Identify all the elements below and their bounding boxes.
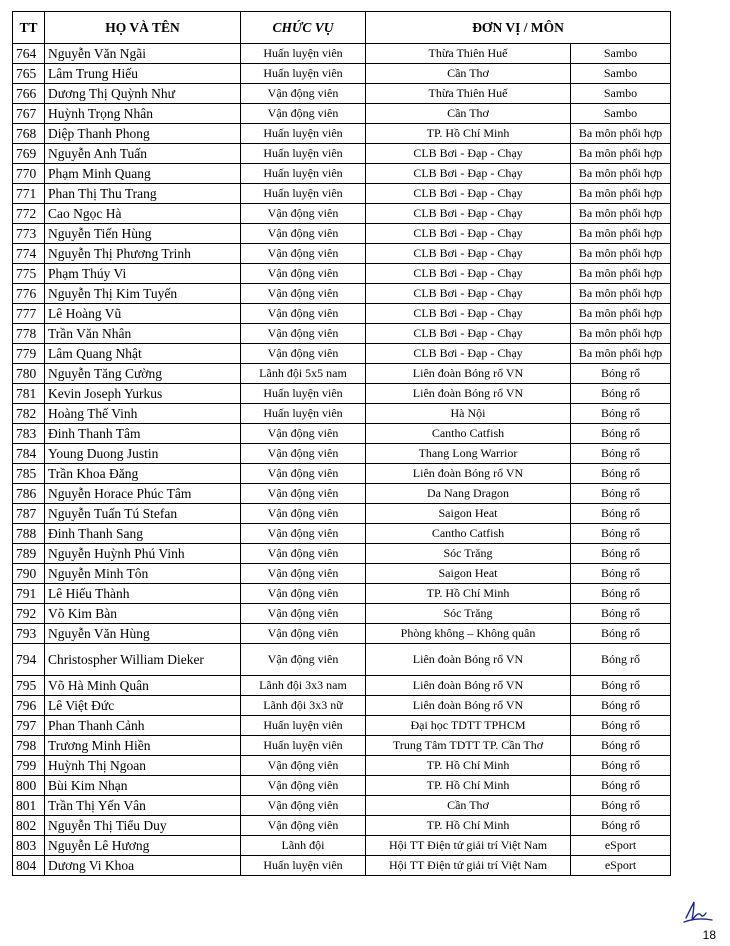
cell-name: Nguyễn Lê Hương [45, 836, 241, 856]
cell-name: Young Duong Justin [45, 444, 241, 464]
cell-role: Vận động viên [241, 444, 366, 464]
cell-unit: CLB Bơi - Đạp - Chạy [366, 164, 571, 184]
cell-unit: CLB Bơi - Đạp - Chạy [366, 204, 571, 224]
cell-sport: Bóng rổ [571, 776, 671, 796]
cell-name: Huỳnh Trọng Nhân [45, 104, 241, 124]
table-row [13, 144, 671, 164]
cell-sport: Ba môn phối hợp [571, 164, 671, 184]
cell-unit: Liên đoàn Bóng rổ VN [366, 696, 571, 716]
cell-unit: CLB Bơi - Đạp - Chạy [366, 324, 571, 344]
cell-tt: 790 [13, 564, 45, 584]
cell-unit: Cần Thơ [366, 64, 571, 84]
cell-role: Vận động viên [241, 624, 366, 644]
cell-sport: Bóng rổ [571, 544, 671, 564]
table-row [13, 264, 671, 284]
cell-sport: Ba môn phối hợp [571, 344, 671, 364]
cell-tt: 782 [13, 404, 45, 424]
cell-role: Vận động viên [241, 204, 366, 224]
cell-role: Vận động viên [241, 604, 366, 624]
cell-sport: Ba môn phối hợp [571, 304, 671, 324]
cell-name: Phạm Minh Quang [45, 164, 241, 184]
cell-role: Lãnh đội 3x3 nam [241, 676, 366, 696]
table-row [13, 224, 671, 244]
table-row [13, 404, 671, 424]
cell-tt: 796 [13, 696, 45, 716]
cell-name: Nguyễn Văn Ngãi [45, 44, 241, 64]
cell-tt: 770 [13, 164, 45, 184]
cell-name: Lâm Trung Hiếu [45, 64, 241, 84]
table-row [13, 736, 671, 756]
cell-name: Phan Thanh Cảnh [45, 716, 241, 736]
cell-sport: Bóng rổ [571, 644, 671, 676]
cell-sport: Ba môn phối hợp [571, 204, 671, 224]
table-row [13, 644, 671, 676]
cell-unit: CLB Bơi - Đạp - Chạy [366, 304, 571, 324]
cell-role: Huấn luyện viên [241, 144, 366, 164]
table-row [13, 504, 671, 524]
cell-name: Trần Thị Yến Vân [45, 796, 241, 816]
cell-unit: CLB Bơi - Đạp - Chạy [366, 284, 571, 304]
cell-tt: 779 [13, 344, 45, 364]
cell-name: Nguyễn Huỳnh Phú Vinh [45, 544, 241, 564]
cell-unit: CLB Bơi - Đạp - Chạy [366, 184, 571, 204]
table-row [13, 124, 671, 144]
cell-role: Huấn luyện viên [241, 124, 366, 144]
cell-unit: Phòng không – Không quân [366, 624, 571, 644]
cell-unit: Liên đoàn Bóng rổ VN [366, 364, 571, 384]
cell-name: Phạm Thúy Vi [45, 264, 241, 284]
cell-sport: Bóng rổ [571, 364, 671, 384]
cell-sport: Bóng rổ [571, 584, 671, 604]
cell-name: Lê Hiếu Thành [45, 584, 241, 604]
cell-name: Nguyễn Tiến Hùng [45, 224, 241, 244]
cell-unit: TP. Hồ Chí Minh [366, 816, 571, 836]
cell-tt: 772 [13, 204, 45, 224]
cell-tt: 778 [13, 324, 45, 344]
table-row [13, 836, 671, 856]
table-row [13, 544, 671, 564]
cell-name: Cao Ngọc Hà [45, 204, 241, 224]
cell-tt: 799 [13, 756, 45, 776]
table-row [13, 484, 671, 504]
cell-sport: Bóng rổ [571, 444, 671, 464]
cell-sport: Ba môn phối hợp [571, 244, 671, 264]
cell-name: Trần Khoa Đăng [45, 464, 241, 484]
cell-role: Huấn luyện viên [241, 164, 366, 184]
cell-name: Kevin Joseph Yurkus [45, 384, 241, 404]
cell-role: Vận động viên [241, 104, 366, 124]
cell-name: Trần Văn Nhân [45, 324, 241, 344]
cell-name: Diệp Thanh Phong [45, 124, 241, 144]
cell-tt: 803 [13, 836, 45, 856]
cell-unit: Thừa Thiên Huế [366, 84, 571, 104]
table-row [13, 816, 671, 836]
cell-name: Nguyễn Minh Tôn [45, 564, 241, 584]
cell-role: Vận động viên [241, 756, 366, 776]
cell-unit: CLB Bơi - Đạp - Chạy [366, 344, 571, 364]
cell-sport: Bóng rổ [571, 816, 671, 836]
roster-body [13, 44, 671, 876]
cell-tt: 787 [13, 504, 45, 524]
cell-tt: 788 [13, 524, 45, 544]
page-number: 18 [702, 928, 716, 942]
cell-tt: 767 [13, 104, 45, 124]
cell-tt: 804 [13, 856, 45, 876]
cell-sport: Bóng rổ [571, 796, 671, 816]
table-row [13, 164, 671, 184]
cell-tt: 765 [13, 64, 45, 84]
cell-tt: 780 [13, 364, 45, 384]
cell-sport: Sambo [571, 44, 671, 64]
cell-unit: CLB Bơi - Đạp - Chạy [366, 244, 571, 264]
table-row [13, 716, 671, 736]
table-row [13, 564, 671, 584]
cell-name: Nguyễn Thị Kim Tuyến [45, 284, 241, 304]
cell-unit: Hội TT Điện tử giải trí Việt Nam [366, 856, 571, 876]
cell-name: Bùi Kim Nhạn [45, 776, 241, 796]
cell-tt: 795 [13, 676, 45, 696]
table-row [13, 324, 671, 344]
table-row [13, 604, 671, 624]
header-unit: ĐƠN VỊ / MÔN [366, 12, 671, 44]
cell-unit: Thang Long Warrior [366, 444, 571, 464]
cell-sport: Bóng rổ [571, 564, 671, 584]
table-row [13, 524, 671, 544]
cell-name: Hoàng Thế Vinh [45, 404, 241, 424]
cell-unit: CLB Bơi - Đạp - Chạy [366, 224, 571, 244]
cell-tt: 769 [13, 144, 45, 164]
cell-role: Vận động viên [241, 224, 366, 244]
table-row [13, 584, 671, 604]
cell-name: Nguyễn Tăng Cường [45, 364, 241, 384]
table-row [13, 696, 671, 716]
cell-unit: Liên đoàn Bóng rổ VN [366, 384, 571, 404]
cell-name: Nguyễn Horace Phúc Tâm [45, 484, 241, 504]
cell-name: Võ Kim Bàn [45, 604, 241, 624]
table-row [13, 676, 671, 696]
cell-tt: 784 [13, 444, 45, 464]
cell-tt: 764 [13, 44, 45, 64]
cell-unit: Hội TT Điện tử giải trí Việt Nam [366, 836, 571, 856]
cell-name: Nguyễn Thị Phương Trinh [45, 244, 241, 264]
cell-name: Đinh Thanh Sang [45, 524, 241, 544]
table-row [13, 856, 671, 876]
cell-tt: 774 [13, 244, 45, 264]
cell-name: Lâm Quang Nhật [45, 344, 241, 364]
cell-role: Huấn luyện viên [241, 184, 366, 204]
cell-tt: 777 [13, 304, 45, 324]
cell-name: Phan Thị Thu Trang [45, 184, 241, 204]
cell-role: Vận động viên [241, 484, 366, 504]
cell-role: Vận động viên [241, 464, 366, 484]
table-row [13, 64, 671, 84]
cell-unit: Liên đoàn Bóng rổ VN [366, 644, 571, 676]
cell-name: Dương Vi Khoa [45, 856, 241, 876]
cell-tt: 766 [13, 84, 45, 104]
cell-tt: 792 [13, 604, 45, 624]
cell-role: Lãnh đội 5x5 nam [241, 364, 366, 384]
table-row [13, 284, 671, 304]
cell-role: Vận động viên [241, 816, 366, 836]
cell-tt: 791 [13, 584, 45, 604]
table-row [13, 384, 671, 404]
cell-sport: Sambo [571, 64, 671, 84]
cell-tt: 801 [13, 796, 45, 816]
table-row [13, 244, 671, 264]
table-row [13, 424, 671, 444]
cell-unit: Saigon Heat [366, 504, 571, 524]
table-row [13, 464, 671, 484]
cell-unit: Cantho Catfish [366, 424, 571, 444]
table-row [13, 304, 671, 324]
cell-unit: Cantho Catfish [366, 524, 571, 544]
signature-icon [682, 898, 714, 924]
cell-sport: Ba môn phối hợp [571, 324, 671, 344]
table-row [13, 44, 671, 64]
cell-role: Vận động viên [241, 796, 366, 816]
cell-sport: Bóng rổ [571, 676, 671, 696]
cell-unit: Da Nang Dragon [366, 484, 571, 504]
cell-sport: Ba môn phối hợp [571, 184, 671, 204]
cell-tt: 771 [13, 184, 45, 204]
cell-name: Lê Việt Đức [45, 696, 241, 716]
cell-sport: Bóng rổ [571, 604, 671, 624]
cell-sport: Bóng rổ [571, 716, 671, 736]
cell-role: Huấn luyện viên [241, 736, 366, 756]
cell-unit: Thừa Thiên Huế [366, 44, 571, 64]
cell-role: Lãnh đội 3x3 nữ [241, 696, 366, 716]
cell-sport: Bóng rổ [571, 756, 671, 776]
cell-tt: 768 [13, 124, 45, 144]
cell-tt: 775 [13, 264, 45, 284]
cell-sport: Bóng rổ [571, 524, 671, 544]
cell-unit: Liên đoàn Bóng rổ VN [366, 676, 571, 696]
cell-role: Vận động viên [241, 344, 366, 364]
table-row [13, 204, 671, 224]
cell-unit: Hà Nội [366, 404, 571, 424]
cell-sport: Bóng rổ [571, 696, 671, 716]
cell-tt: 797 [13, 716, 45, 736]
cell-name: Nguyễn Tuấn Tú Stefan [45, 504, 241, 524]
cell-unit: Trung Tâm TDTT TP. Cần Thơ [366, 736, 571, 756]
cell-role: Vận động viên [241, 84, 366, 104]
cell-role: Vận động viên [241, 524, 366, 544]
roster-table [12, 11, 671, 876]
cell-tt: 785 [13, 464, 45, 484]
cell-tt: 786 [13, 484, 45, 504]
cell-unit: Sóc Trăng [366, 544, 571, 564]
cell-sport: Bóng rổ [571, 384, 671, 404]
cell-tt: 800 [13, 776, 45, 796]
cell-unit: Đại học TDTT TPHCM [366, 716, 571, 736]
cell-tt: 776 [13, 284, 45, 304]
cell-unit: Cần Thơ [366, 796, 571, 816]
cell-sport: Bóng rổ [571, 736, 671, 756]
cell-role: Vận động viên [241, 284, 366, 304]
table-row [13, 364, 671, 384]
cell-sport: Ba môn phối hợp [571, 144, 671, 164]
cell-tt: 802 [13, 816, 45, 836]
cell-name: Huỳnh Thị Ngoan [45, 756, 241, 776]
cell-unit: Saigon Heat [366, 564, 571, 584]
cell-name: Võ Hà Minh Quân [45, 676, 241, 696]
cell-role: Vận động viên [241, 244, 366, 264]
cell-role: Lãnh đội [241, 836, 366, 856]
cell-unit: CLB Bơi - Đạp - Chạy [366, 264, 571, 284]
cell-sport: Sambo [571, 104, 671, 124]
cell-role: Vận động viên [241, 264, 366, 284]
cell-tt: 783 [13, 424, 45, 444]
table-row [13, 624, 671, 644]
cell-role: Vận động viên [241, 644, 366, 676]
cell-role: Huấn luyện viên [241, 64, 366, 84]
cell-unit: TP. Hồ Chí Minh [366, 756, 571, 776]
cell-sport: eSport [571, 836, 671, 856]
table-row [13, 796, 671, 816]
cell-name: Trương Minh Hiền [45, 736, 241, 756]
cell-role: Vận động viên [241, 504, 366, 524]
table-row [13, 104, 671, 124]
cell-sport: Ba môn phối hợp [571, 124, 671, 144]
cell-unit: Liên đoàn Bóng rổ VN [366, 464, 571, 484]
cell-name: Nguyễn Thị Tiểu Duy [45, 816, 241, 836]
table-row [13, 444, 671, 464]
cell-tt: 793 [13, 624, 45, 644]
table-row [13, 776, 671, 796]
header-name: HỌ VÀ TÊN [45, 12, 241, 44]
cell-role: Vận động viên [241, 324, 366, 344]
cell-unit: TP. Hồ Chí Minh [366, 124, 571, 144]
cell-role: Huấn luyện viên [241, 856, 366, 876]
cell-role: Vận động viên [241, 584, 366, 604]
cell-sport: Ba môn phối hợp [571, 264, 671, 284]
cell-role: Huấn luyện viên [241, 384, 366, 404]
cell-tt: 794 [13, 644, 45, 676]
cell-sport: Bóng rổ [571, 484, 671, 504]
cell-unit: TP. Hồ Chí Minh [366, 776, 571, 796]
cell-unit: TP. Hồ Chí Minh [366, 584, 571, 604]
cell-role: Vận động viên [241, 304, 366, 324]
cell-unit: CLB Bơi - Đạp - Chạy [366, 144, 571, 164]
cell-role: Huấn luyện viên [241, 404, 366, 424]
cell-tt: 781 [13, 384, 45, 404]
cell-name: Đinh Thanh Tâm [45, 424, 241, 444]
cell-role: Huấn luyện viên [241, 44, 366, 64]
cell-sport: eSport [571, 856, 671, 876]
cell-unit: Cần Thơ [366, 104, 571, 124]
cell-sport: Sambo [571, 84, 671, 104]
table-row [13, 184, 671, 204]
cell-tt: 798 [13, 736, 45, 756]
cell-sport: Bóng rổ [571, 624, 671, 644]
header-role: CHỨC VỤ [241, 12, 366, 44]
cell-sport: Ba môn phối hợp [571, 284, 671, 304]
table-row [13, 344, 671, 364]
cell-sport: Ba môn phối hợp [571, 224, 671, 244]
cell-role: Vận động viên [241, 564, 366, 584]
cell-role: Vận động viên [241, 424, 366, 444]
table-row [13, 756, 671, 776]
cell-name: Dương Thị Quỳnh Như [45, 84, 241, 104]
table-row [13, 84, 671, 104]
header-tt: TT [13, 12, 45, 44]
cell-name: Lê Hoàng Vũ [45, 304, 241, 324]
cell-sport: Bóng rổ [571, 504, 671, 524]
cell-name: Christospher William Dieker [45, 644, 241, 676]
header-row [13, 12, 671, 44]
cell-role: Vận động viên [241, 544, 366, 564]
cell-role: Vận động viên [241, 776, 366, 796]
cell-name: Nguyễn Văn Hùng [45, 624, 241, 644]
cell-name: Nguyễn Anh Tuấn [45, 144, 241, 164]
cell-sport: Bóng rổ [571, 424, 671, 444]
cell-role: Huấn luyện viên [241, 716, 366, 736]
cell-sport: Bóng rổ [571, 464, 671, 484]
cell-unit: Sóc Trăng [366, 604, 571, 624]
cell-tt: 789 [13, 544, 45, 564]
cell-tt: 773 [13, 224, 45, 244]
cell-sport: Bóng rổ [571, 404, 671, 424]
